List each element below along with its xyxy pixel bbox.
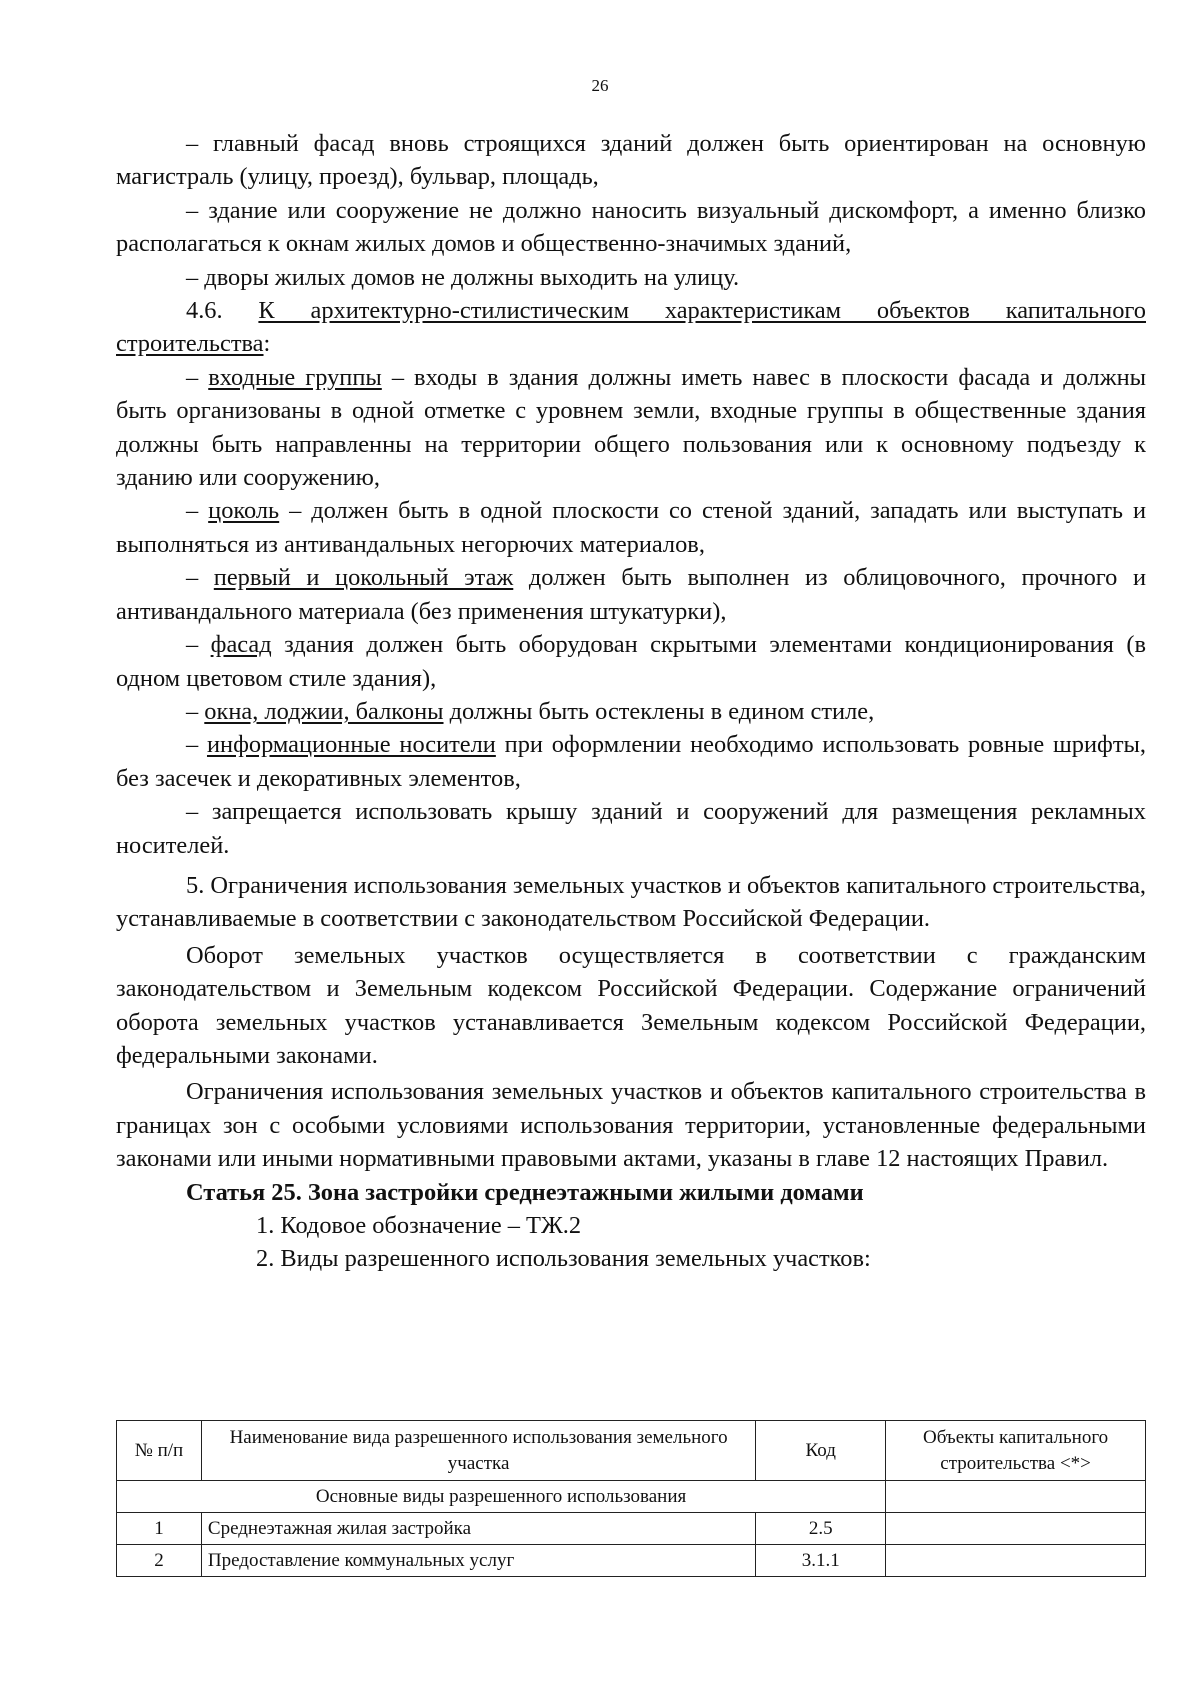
table-row [117, 1545, 1146, 1577]
cell-code: 3.1.1 [756, 1545, 886, 1577]
paragraph: Оборот земельных участков осуществляется в соответствии с гражданским законодательством и Земельным кодексом Российской Федерации. Содержание ограничений оборота земельных участков устанавливается Земельным кодексом Российской Федерации, федеральными законами. [116, 941, 1146, 1069]
list-item: 2. Виды разрешенного использования земельных участков: [256, 1245, 871, 1273]
paragraph: – запрещается использовать крышу зданий и сооружений для размещения рекламных носителей. [116, 798, 1146, 859]
land-use-table [116, 1420, 1146, 1577]
cell-objects [886, 1513, 1146, 1545]
list-item: 1. Кодовое обозначение – ТЖ.2 [256, 1212, 582, 1239]
paragraph: – дворы жилых домов не должны выходить на улицу. [186, 263, 740, 291]
paragraph: 4.6. К архитектурно-стилистическим характеристикам объектов капитального строительства: [116, 297, 1146, 358]
paragraph: – главный фасад вновь строящихся зданий должен быть ориентирован на основную магистраль (улицу, проезд), бульвар, площадь, [116, 130, 1146, 191]
header-code: Код [756, 1421, 886, 1481]
section-title: Основные виды разрешенного использования [117, 1481, 886, 1513]
paragraph: Ограничения использования земельных участков и объектов капитального строительства в границах зон с особыми условиями использования территории, установленные федеральными законами или иными нормативными правовыми актами, указаны в главе 12 настоящих Правил. [116, 1078, 1146, 1173]
header-name: Наименование вида разрешенного использования земельного участка [201, 1421, 755, 1481]
paragraph: – окна, лоджии, балконы должны быть остеклены в едином стиле, [186, 697, 875, 725]
table-section-row [117, 1481, 1146, 1513]
cell-objects [886, 1545, 1146, 1577]
paragraph: – здание или сооружение не должно наносить визуальный дискомфорт, а именно близко располагаться к окнам жилых домов и общественно-значимых зданий, [116, 196, 1146, 258]
cell-code: 2.5 [756, 1513, 886, 1545]
cell-name: Среднеэтажная жилая застройка [201, 1513, 755, 1545]
document-body [116, 127, 1146, 1276]
header-num: № п/п [117, 1421, 202, 1481]
article-heading: Статья 25. Зона застройки среднеэтажными жилыми домами [186, 1178, 864, 1206]
paragraph: – цоколь – должен быть в одной плоскости со стеной зданий, западать или выступать и выполняться из антивандальных негорючих материалов, [116, 497, 1147, 558]
paragraph: – фасад здания должен быть оборудован скрытыми элементами кондиционирования (в одном цветовом стиле здания), [116, 631, 1146, 692]
table-cell [886, 1481, 1146, 1513]
cell-num: 1 [117, 1513, 202, 1545]
paragraph: – входные группы – входы в здания должны иметь навес в плоскости фасада и должны быть организованы в одной отметке с уровнем земли, входные группы в общественные здания должны быть направленны на территории общего пользования или к основному подъезду к зданию или сооружению, [116, 363, 1147, 492]
header-objects: Объекты капитального строительства <*> [886, 1421, 1146, 1481]
table-header-row [117, 1421, 1146, 1481]
cell-num: 2 [117, 1545, 202, 1577]
paragraph: – первый и цокольный этаж должен быть выполнен из облицовочного, прочного и антивандального материала (без применения штукатурки), [116, 564, 1147, 625]
table-row [117, 1513, 1146, 1545]
paragraph: – информационные носители при оформлении необходимо использовать ровные шрифты, без засечек и декоративных элементов, [116, 731, 1146, 792]
paragraph: 5. Ограничения использования земельных участков и объектов капитального строительства, устанавливаемые в соответствии с законодательством Российской Федерации. [116, 871, 1147, 933]
page-number: 26 [591, 76, 609, 95]
cell-name: Предоставление коммунальных услуг [201, 1545, 755, 1577]
